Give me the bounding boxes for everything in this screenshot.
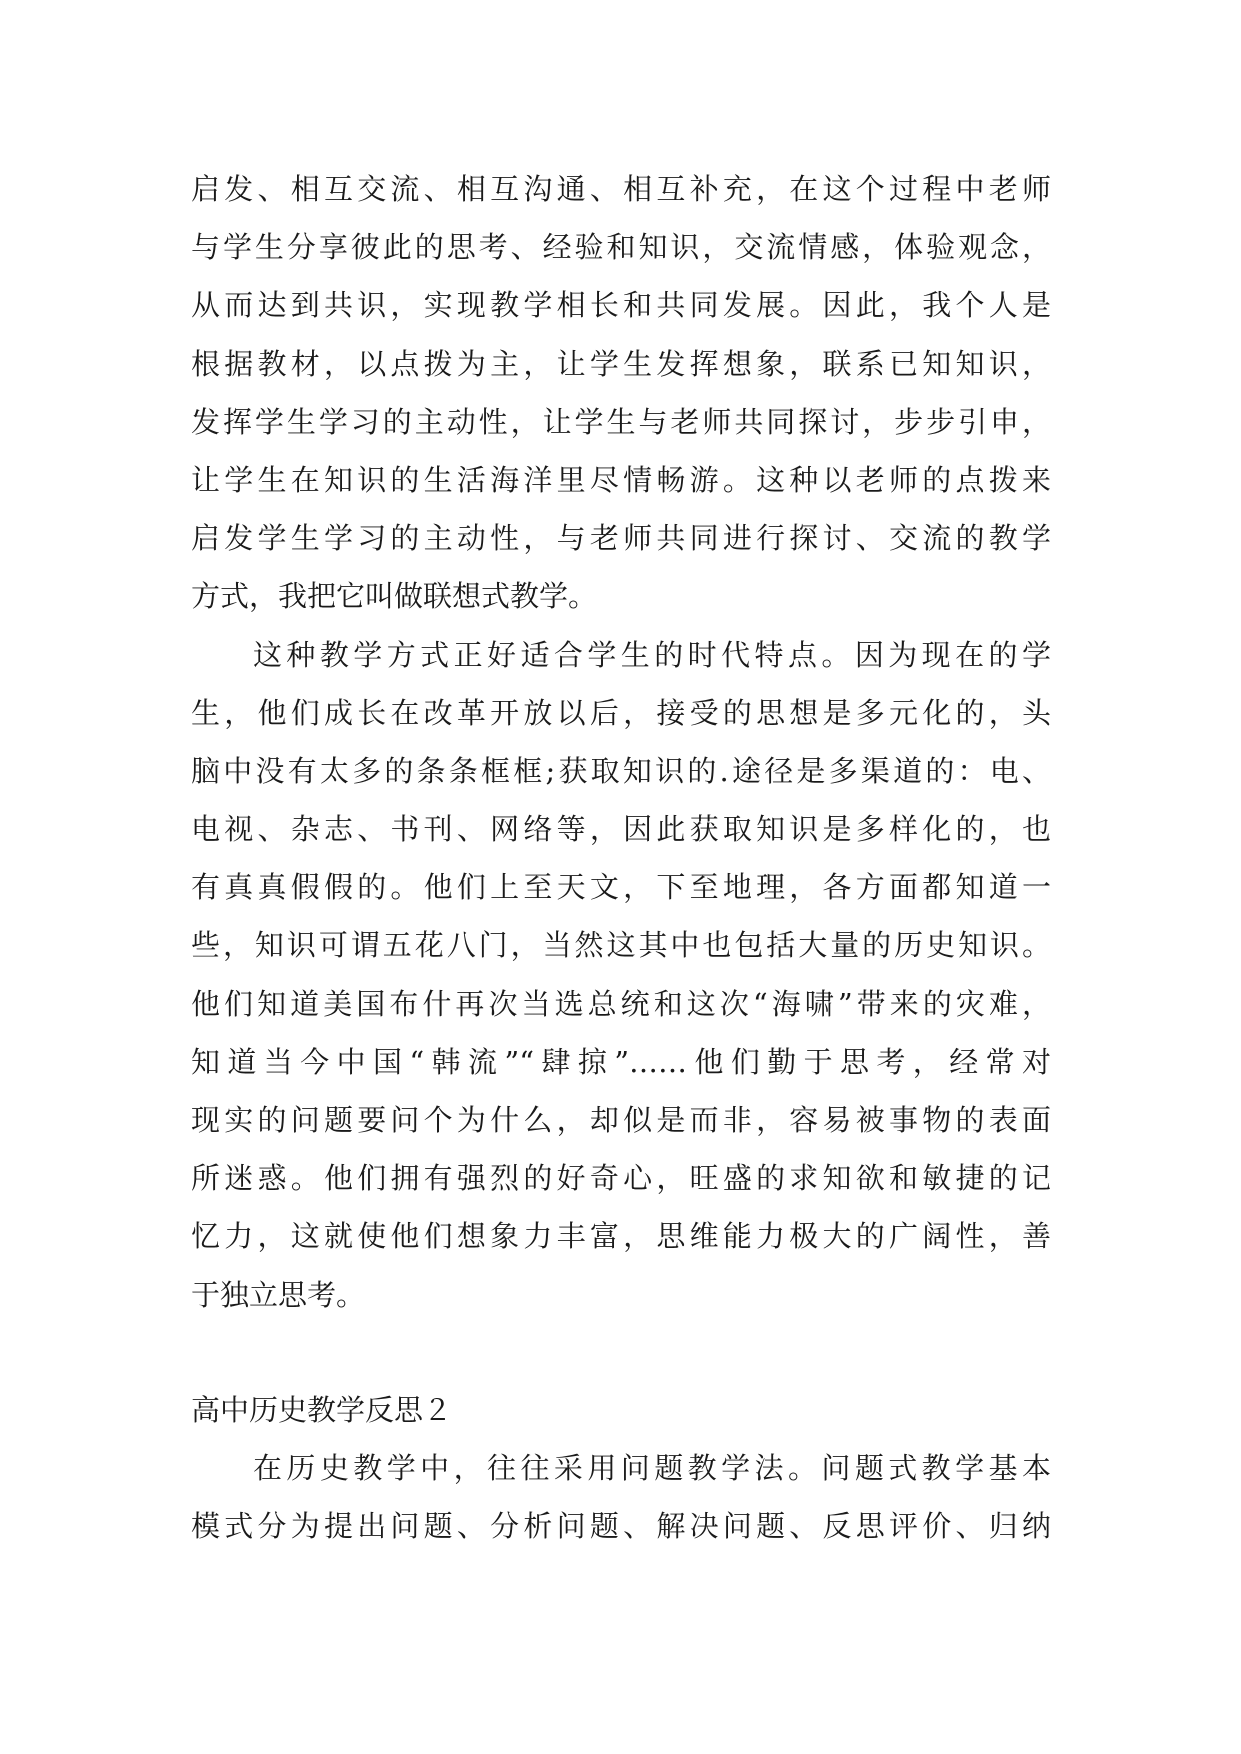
text-line: 现实的问题要问个为什么，却似是而非，容易被事物的表面	[191, 1103, 1051, 1137]
text-line: 启发学生学习的主动性，与老师共同进行探讨、交流的教学	[191, 521, 1051, 556]
paragraph	[191, 626, 1051, 1324]
text-line: 发挥学生学习的主动性，让学生与老师共同探讨，步步引申，	[191, 404, 1051, 439]
text-line: 些，知识可谓五花八门，当然这其中也包括大量的历史知识。	[191, 928, 1051, 963]
text-line: 于独立思考。	[191, 1277, 366, 1312]
text-line: 电视、杂志、书刊、网络等，因此获取知识是多样化的，也	[191, 812, 1051, 847]
paragraph	[191, 160, 1051, 626]
text-line: 知道当今中国“韩流”“肆掠”……他们勤于思考，经常对	[191, 1044, 1051, 1079]
section-heading: 高中历史教学反思２	[191, 1392, 453, 1427]
text-line: 模式分为提出问题、分析问题、解决问题、反思评价、归纳	[191, 1509, 1051, 1544]
document-body	[191, 160, 1051, 1555]
text-line: 启发、相互交流、相互沟通、相互补充，在这个过程中老师	[191, 172, 1051, 206]
text-line: 让学生在知识的生活海洋里尽情畅游。这种以老师的点拨来	[191, 462, 1051, 497]
text-line: 从而达到共识，实现教学相长和共同发展。因此，我个人是	[191, 288, 1051, 323]
text-line: 所迷惑。他们拥有强烈的好奇心，旺盛的求知欲和敏捷的记	[191, 1161, 1051, 1196]
text-line: 有真真假假的。他们上至天文，下至地理，各方面都知道一	[191, 870, 1051, 905]
paragraph	[191, 1439, 1051, 1555]
text-line: 这种教学方式正好适合学生的时代特点。因为现在的学	[253, 637, 1051, 672]
text-line: 方式，我把它叫做联想式教学。	[191, 579, 598, 614]
text-line: 根据教材，以点拨为主，让学生发挥想象，联系已知知识，	[191, 346, 1051, 381]
text-line: 脑中没有太多的条条框框;获取知识的.途径是多渠道的：电、	[191, 753, 1051, 788]
text-line: 他们知道美国布什再次当选总统和这次“海啸”带来的灾难，	[191, 986, 1051, 1021]
text-line: 在历史教学中，往往采用问题教学法。问题式教学基本	[253, 1450, 1051, 1485]
text-line: 生，他们成长在改革开放以后，接受的思想是多元化的，头	[191, 695, 1051, 730]
text-line: 与学生分享彼此的思考、经验和知识，交流情感，体验观念，	[191, 230, 1051, 265]
text-line: 忆力，这就使他们想象力丰富，思维能力极大的广阔性，善	[191, 1219, 1051, 1254]
